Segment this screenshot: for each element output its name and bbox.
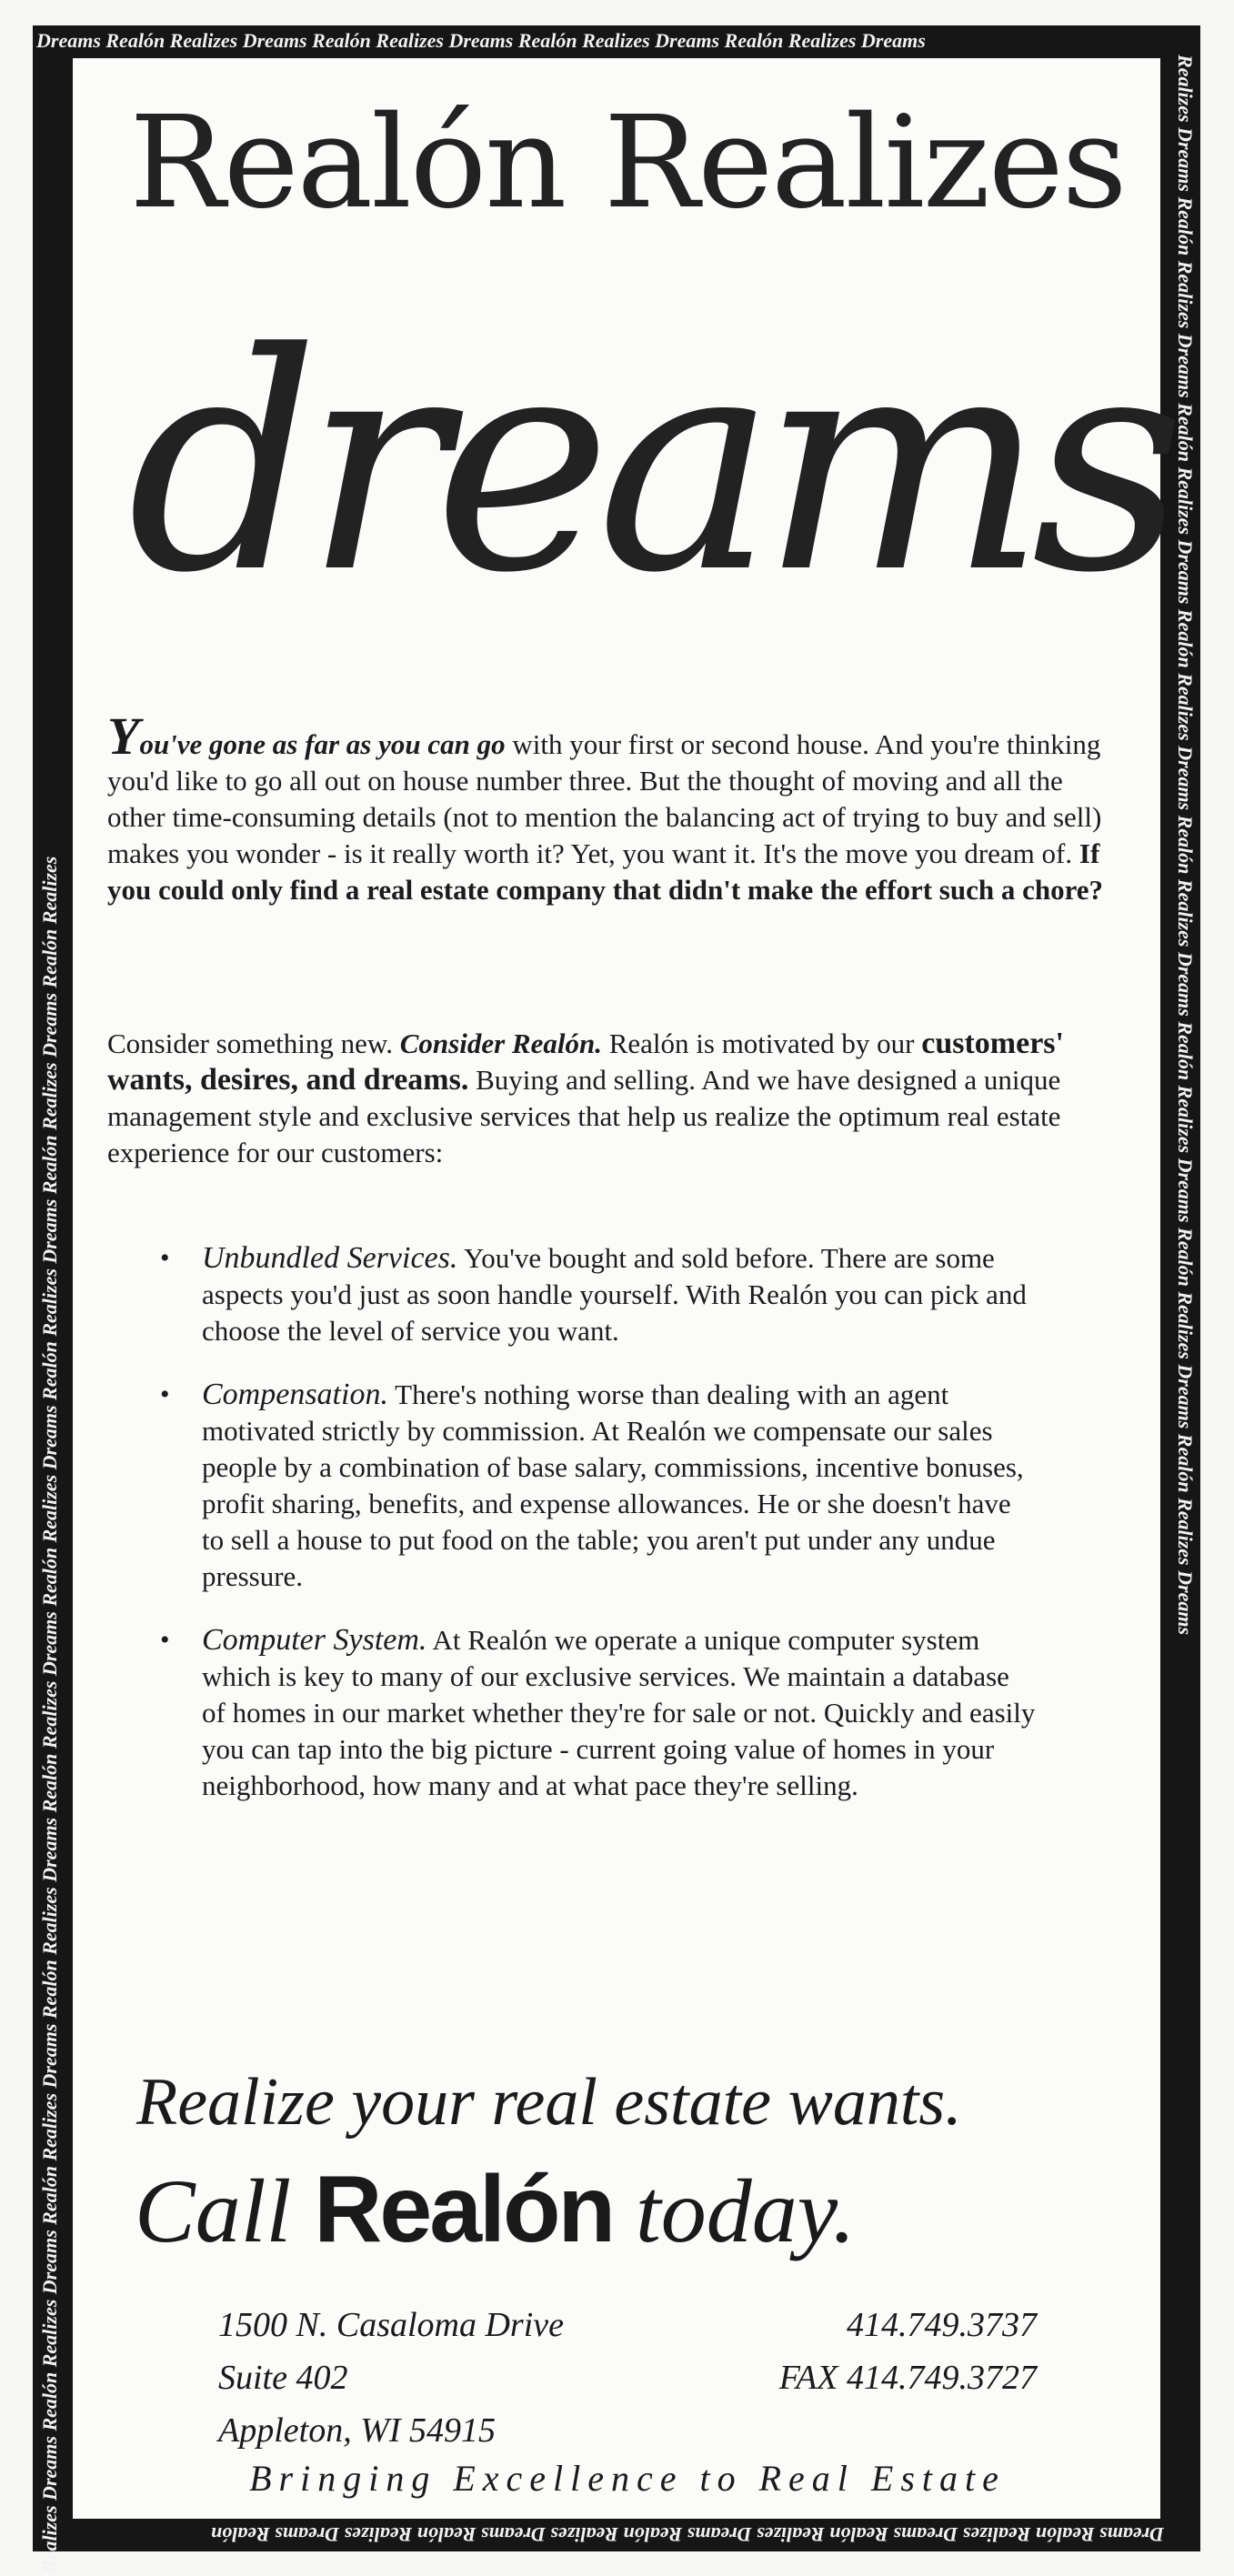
border-text-left: Realizes Dreams Realón Realizes Dreams Realón Realizes Dreams Realón Realizes Dreams Realón Realizes Dreams Realón Realizes Dreams Realón Realizes Dreams Realón Realizes Dreams Realón Realizes: [38, 856, 61, 2573]
intro-text: with your first or second house. And you're thinking you'd like to go all out on house number three. But the thought of moving and all the other time-consuming details (not to mention the balancing act of trying to buy and sell) makes you wonder - is it really worth it? Yet, you want it. It's the move you dream of.: [107, 728, 1102, 869]
headline-dreams: dreams: [127, 289, 1171, 638]
consider-paragraph: [107, 1026, 1126, 1171]
slogan: Bringing Excellence to Real Estate: [249, 2458, 1006, 2499]
consider-text-1: Consider something new.: [107, 1027, 400, 1059]
bullet-term: Computer System.: [202, 1623, 427, 1657]
call-word: Call: [135, 2160, 292, 2261]
list-item: [202, 1622, 1038, 1804]
consider-text-3: Buying and selling. And we have designed a unique management style and exclusive services that help us realize the optimum real estate experience for our customers:: [107, 1064, 1061, 1168]
intro-lead: ou've gone as far as you can go: [139, 728, 506, 760]
list-item: [202, 1240, 1038, 1349]
intro-paragraph: [107, 707, 1126, 908]
address-street: 1500 N. Casaloma Drive: [218, 2306, 564, 2344]
fax-number: FAX 414.749.3727: [778, 2359, 1037, 2397]
bullet-text: You've bought and sold before. There are some aspects you'd just as soon handle yourself. With Realón you can pick and choose the level of service you want.: [202, 1242, 1027, 1347]
consider-italic: Consider Realón.: [399, 1027, 602, 1059]
address-city: Appleton, WI 54915: [218, 2411, 497, 2450]
brand-logo: Realón: [314, 2157, 613, 2262]
drop-cap: Y: [107, 707, 140, 766]
address-suite: Suite 402: [218, 2359, 348, 2397]
border-text-top: Dreams Realón Realizes Dreams Realón Realizes Dreams Realón Realizes Dreams Realón Realizes Dreams: [36, 29, 926, 52]
today-word: today.: [636, 2160, 856, 2261]
bullet-term: Compensation.: [202, 1378, 388, 1411]
list-item: [202, 1377, 1038, 1595]
border-text-right: Realizes Dreams Realón Realizes Dreams Realón Realizes Dreams Realón Realizes Dreams Realón Realizes Dreams Realón Realizes Dreams Realón Realizes Dreams Realón Realizes Dreams: [1174, 55, 1197, 1636]
bullet-text: There's nothing worse than dealing with an agent motivated strictly by commission. At Realón we compensate our sales people by a combination of base salary, commissions, incentive bonuses, profit sharing, benefits, and expense allowances. He or she doesn't have to sell a house to put food on the table; you aren't put under any undue pressure.: [202, 1378, 1024, 1592]
consider-bold: customers' wants, desires, and dreams.: [107, 1027, 1064, 1097]
tagline-realize: Realize your real estate wants.: [136, 2065, 962, 2140]
tagline-call: [135, 2155, 1153, 2266]
intro-closing: If you could only find a real estate company that didn't make the effort such a chore?: [107, 837, 1104, 906]
headline-title: Realón Realizes: [129, 89, 1126, 237]
border-text-bottom: Dreams Realón Realizes Dreams Realón Realizes Dreams Realón Realizes Dreams Realón Realizes Dreams Realón: [210, 2523, 1164, 2546]
phone-number: 414.749.3737: [847, 2306, 1037, 2344]
bullet-text: At Realón we operate a unique computer system which is key to many of our exclusive services. We maintain a database of homes in our market whether they're for sale or not. Quickly and easily you can tap into the big picture - current going value of homes in your neighborhood, how many and at what pace they're selling.: [202, 1624, 1036, 1801]
consider-text-2: Realón is motivated by our: [601, 1027, 922, 1059]
phone-block: [718, 2299, 1037, 2404]
bullet-term: Unbundled Services.: [202, 1241, 458, 1275]
address-block: [218, 2299, 564, 2457]
services-list: [202, 1240, 1038, 1831]
